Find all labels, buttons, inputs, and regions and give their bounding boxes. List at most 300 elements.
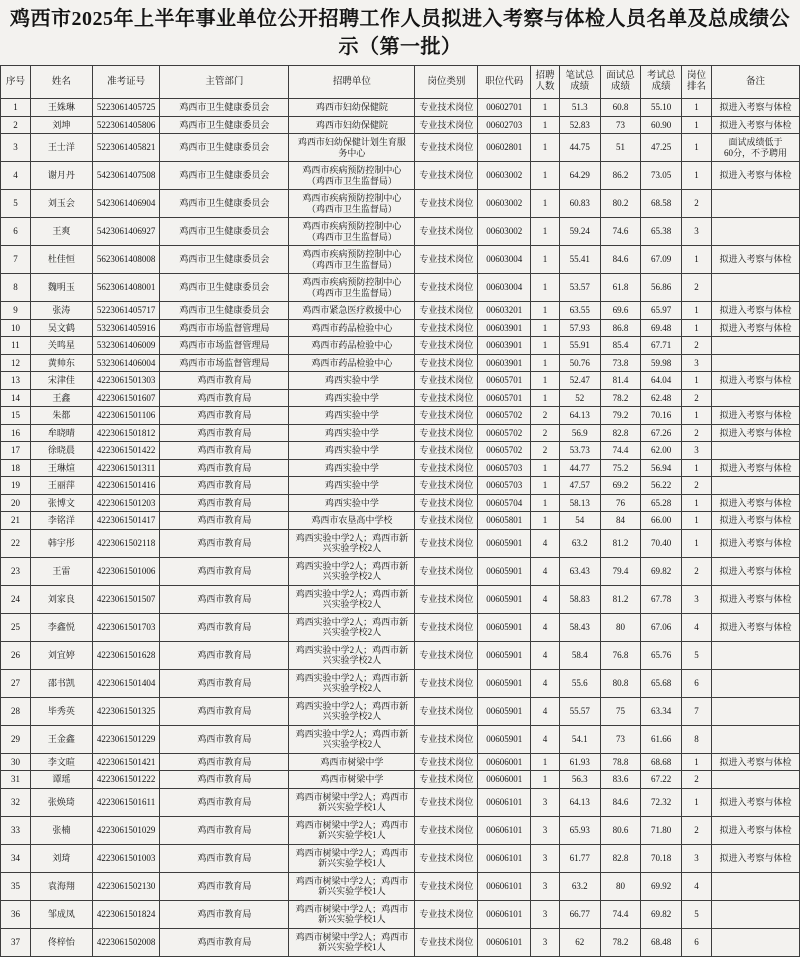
cell-interview_score: 86.8 <box>600 319 641 337</box>
cell-name: 张涛 <box>30 302 92 320</box>
cell-remark <box>712 725 800 753</box>
table-row <box>1 585 800 613</box>
cell-employer: 鸡西实验中学2人；鸡西市新 兴实验学校2人 <box>289 585 415 613</box>
cell-interview_score: 78.2 <box>600 389 641 407</box>
cell-exam_id: 5223061405725 <box>92 99 160 117</box>
cell-name: 佟梓怡 <box>30 928 92 956</box>
cell-rank: 1 <box>682 459 712 477</box>
cell-written_score: 54 <box>559 512 600 530</box>
cell-interview_score: 79.4 <box>600 557 641 585</box>
cell-position_code: 00603901 <box>478 354 531 372</box>
cell-total_score: 67.26 <box>641 424 682 442</box>
table-row <box>1 99 800 117</box>
cell-remark: 拟进入考察与体检 <box>712 372 800 390</box>
cell-employer: 鸡西市妇幼保健计划生育服 务中心 <box>289 134 415 162</box>
cell-department: 鸡西市卫生健康委员会 <box>160 162 289 190</box>
cell-openings: 4 <box>531 725 560 753</box>
cell-employer: 鸡西市树梁中学2人；鸡西市 新兴实验学校1人 <box>289 816 415 844</box>
cell-interview_score: 78.2 <box>600 928 641 956</box>
cell-openings: 1 <box>531 162 560 190</box>
cell-total_score: 67.78 <box>641 585 682 613</box>
cell-department: 鸡西市教育局 <box>160 844 289 872</box>
cell-rank: 2 <box>682 771 712 789</box>
cell-employer: 鸡西实验中学2人；鸡西市新 兴实验学校2人 <box>289 697 415 725</box>
cell-department: 鸡西市教育局 <box>160 697 289 725</box>
cell-total_score: 56.22 <box>641 477 682 495</box>
cell-interview_score: 73 <box>600 725 641 753</box>
table-row <box>1 512 800 530</box>
cell-rank: 2 <box>682 477 712 495</box>
cell-department: 鸡西市教育局 <box>160 669 289 697</box>
cell-exam_id: 4223061501222 <box>92 771 160 789</box>
cell-name: 王丽萍 <box>30 477 92 495</box>
cell-index: 34 <box>1 844 31 872</box>
cell-total_score: 65.28 <box>641 494 682 512</box>
cell-category: 专业技术岗位 <box>415 771 478 789</box>
cell-department: 鸡西市卫生健康委员会 <box>160 116 289 134</box>
cell-index: 10 <box>1 319 31 337</box>
cell-written_score: 66.77 <box>559 900 600 928</box>
cell-remark: 拟进入考察与体检 <box>712 162 800 190</box>
table-row <box>1 274 800 302</box>
cell-written_score: 58.4 <box>559 641 600 669</box>
cell-exam_id: 5423061407508 <box>92 162 160 190</box>
cell-index: 35 <box>1 872 31 900</box>
cell-interview_score: 74.6 <box>600 218 641 246</box>
cell-total_score: 68.48 <box>641 928 682 956</box>
column-header-index: 序号 <box>1 66 31 99</box>
cell-total_score: 62.48 <box>641 389 682 407</box>
cell-category: 专业技术岗位 <box>415 354 478 372</box>
cell-department: 鸡西市教育局 <box>160 613 289 641</box>
cell-rank: 4 <box>682 613 712 641</box>
cell-employer: 鸡西市妇幼保健院 <box>289 99 415 117</box>
table-row <box>1 872 800 900</box>
cell-total_score: 59.98 <box>641 354 682 372</box>
cell-name: 袁海翔 <box>30 872 92 900</box>
table-row <box>1 407 800 425</box>
cell-department: 鸡西市卫生健康委员会 <box>160 99 289 117</box>
cell-employer: 鸡西市妇幼保健院 <box>289 116 415 134</box>
cell-interview_score: 60.8 <box>600 99 641 117</box>
cell-position_code: 00606101 <box>478 816 531 844</box>
column-header-name: 姓名 <box>30 66 92 99</box>
cell-position_code: 00605701 <box>478 372 531 390</box>
cell-total_score: 67.06 <box>641 613 682 641</box>
table-row <box>1 424 800 442</box>
cell-exam_id: 4223061501611 <box>92 788 160 816</box>
cell-name: 王琳煊 <box>30 459 92 477</box>
cell-rank: 1 <box>682 162 712 190</box>
cell-name: 王雷 <box>30 557 92 585</box>
cell-department: 鸡西市教育局 <box>160 872 289 900</box>
cell-exam_id: 4223061501303 <box>92 372 160 390</box>
cell-index: 26 <box>1 641 31 669</box>
cell-category: 专业技术岗位 <box>415 900 478 928</box>
cell-remark: 拟进入考察与体检 <box>712 753 800 771</box>
cell-category: 专业技术岗位 <box>415 725 478 753</box>
cell-exam_id: 4223061501003 <box>92 844 160 872</box>
cell-index: 24 <box>1 585 31 613</box>
cell-total_score: 71.80 <box>641 816 682 844</box>
cell-department: 鸡西市卫生健康委员会 <box>160 134 289 162</box>
cell-exam_id: 4223061501607 <box>92 389 160 407</box>
cell-name: 牟晓晴 <box>30 424 92 442</box>
cell-rank: 8 <box>682 725 712 753</box>
cell-openings: 4 <box>531 641 560 669</box>
cell-position_code: 00605901 <box>478 697 531 725</box>
cell-exam_id: 5323061406004 <box>92 354 160 372</box>
cell-rank: 1 <box>682 302 712 320</box>
cell-category: 专业技术岗位 <box>415 190 478 218</box>
cell-openings: 1 <box>531 494 560 512</box>
cell-openings: 1 <box>531 771 560 789</box>
cell-index: 23 <box>1 557 31 585</box>
cell-rank: 1 <box>682 529 712 557</box>
cell-total_score: 73.05 <box>641 162 682 190</box>
cell-rank: 1 <box>682 407 712 425</box>
cell-rank: 2 <box>682 190 712 218</box>
cell-remark <box>712 872 800 900</box>
cell-openings: 1 <box>531 246 560 274</box>
column-header-exam_id: 准考证号 <box>92 66 160 99</box>
cell-rank: 4 <box>682 872 712 900</box>
cell-rank: 3 <box>682 442 712 460</box>
cell-interview_score: 82.8 <box>600 424 641 442</box>
cell-exam_id: 4223061501703 <box>92 613 160 641</box>
cell-category: 专业技术岗位 <box>415 844 478 872</box>
cell-written_score: 64.29 <box>559 162 600 190</box>
cell-exam_id: 4223061501812 <box>92 424 160 442</box>
cell-interview_score: 76 <box>600 494 641 512</box>
cell-department: 鸡西市教育局 <box>160 725 289 753</box>
cell-department: 鸡西市卫生健康委员会 <box>160 246 289 274</box>
table-row <box>1 900 800 928</box>
cell-name: 王鑫 <box>30 389 92 407</box>
table-row <box>1 302 800 320</box>
cell-position_code: 00605901 <box>478 725 531 753</box>
cell-rank: 1 <box>682 134 712 162</box>
cell-position_code: 00606101 <box>478 900 531 928</box>
cell-name: 王爽 <box>30 218 92 246</box>
cell-position_code: 00606101 <box>478 872 531 900</box>
cell-remark: 拟进入考察与体检 <box>712 529 800 557</box>
cell-department: 鸡西市教育局 <box>160 771 289 789</box>
cell-index: 27 <box>1 669 31 697</box>
cell-department: 鸡西市教育局 <box>160 788 289 816</box>
cell-name: 吴文鹤 <box>30 319 92 337</box>
cell-category: 专业技术岗位 <box>415 274 478 302</box>
table-row <box>1 641 800 669</box>
cell-position_code: 00605703 <box>478 477 531 495</box>
cell-exam_id: 4223061501628 <box>92 641 160 669</box>
column-header-position_code: 职位代码 <box>478 66 531 99</box>
cell-interview_score: 84.6 <box>600 788 641 816</box>
cell-openings: 1 <box>531 116 560 134</box>
cell-position_code: 00602701 <box>478 99 531 117</box>
cell-exam_id: 5223061405806 <box>92 116 160 134</box>
cell-rank: 2 <box>682 424 712 442</box>
cell-interview_score: 80 <box>600 872 641 900</box>
cell-rank: 6 <box>682 669 712 697</box>
cell-exam_id: 4223061501325 <box>92 697 160 725</box>
cell-position_code: 00605702 <box>478 442 531 460</box>
cell-employer: 鸡西市疾病预防控制中心 （鸡西市卫生监督局） <box>289 190 415 218</box>
cell-position_code: 00606101 <box>478 844 531 872</box>
cell-interview_score: 81.2 <box>600 529 641 557</box>
cell-interview_score: 74.4 <box>600 442 641 460</box>
cell-openings: 3 <box>531 872 560 900</box>
cell-rank: 1 <box>682 116 712 134</box>
column-header-employer: 招聘单位 <box>289 66 415 99</box>
column-header-rank: 岗位 排名 <box>682 66 712 99</box>
cell-employer: 鸡西市树梁中学2人；鸡西市 新兴实验学校1人 <box>289 844 415 872</box>
cell-rank: 2 <box>682 557 712 585</box>
cell-remark: 拟进入考察与体检 <box>712 512 800 530</box>
cell-openings: 2 <box>531 442 560 460</box>
cell-interview_score: 69.2 <box>600 477 641 495</box>
cell-index: 1 <box>1 99 31 117</box>
cell-written_score: 56.3 <box>559 771 600 789</box>
cell-total_score: 69.48 <box>641 319 682 337</box>
cell-exam_id: 4223061502130 <box>92 872 160 900</box>
cell-remark <box>712 218 800 246</box>
cell-exam_id: 5623061408001 <box>92 274 160 302</box>
cell-exam_id: 4223061502118 <box>92 529 160 557</box>
cell-employer: 鸡西实验中学2人；鸡西市新 兴实验学校2人 <box>289 641 415 669</box>
cell-index: 11 <box>1 337 31 355</box>
cell-category: 专业技术岗位 <box>415 372 478 390</box>
cell-category: 专业技术岗位 <box>415 697 478 725</box>
cell-index: 33 <box>1 816 31 844</box>
cell-total_score: 56.86 <box>641 274 682 302</box>
cell-written_score: 54.1 <box>559 725 600 753</box>
cell-remark <box>712 442 800 460</box>
cell-written_score: 50.76 <box>559 354 600 372</box>
cell-total_score: 65.68 <box>641 669 682 697</box>
cell-position_code: 00603201 <box>478 302 531 320</box>
cell-interview_score: 81.4 <box>600 372 641 390</box>
cell-index: 17 <box>1 442 31 460</box>
cell-index: 30 <box>1 753 31 771</box>
cell-position_code: 00605702 <box>478 407 531 425</box>
cell-name: 李鑫悦 <box>30 613 92 641</box>
cell-interview_score: 73.8 <box>600 354 641 372</box>
cell-employer: 鸡西实验中学 <box>289 389 415 407</box>
table-row <box>1 442 800 460</box>
cell-total_score: 68.68 <box>641 753 682 771</box>
cell-category: 专业技术岗位 <box>415 494 478 512</box>
cell-name: 王姝琳 <box>30 99 92 117</box>
cell-position_code: 00603002 <box>478 162 531 190</box>
cell-employer: 鸡西实验中学2人；鸡西市新 兴实验学校2人 <box>289 557 415 585</box>
cell-category: 专业技术岗位 <box>415 442 478 460</box>
cell-remark: 拟进入考察与体检 <box>712 459 800 477</box>
cell-name: 王士洋 <box>30 134 92 162</box>
cell-category: 专业技术岗位 <box>415 116 478 134</box>
column-header-remark: 备注 <box>712 66 800 99</box>
cell-category: 专业技术岗位 <box>415 753 478 771</box>
cell-remark <box>712 641 800 669</box>
table-row <box>1 372 800 390</box>
cell-name: 黄帅东 <box>30 354 92 372</box>
column-header-interview_score: 面试总 成绩 <box>600 66 641 99</box>
cell-index: 6 <box>1 218 31 246</box>
cell-index: 15 <box>1 407 31 425</box>
table-row <box>1 529 800 557</box>
cell-remark: 拟进入考察与体检 <box>712 99 800 117</box>
cell-remark <box>712 697 800 725</box>
cell-openings: 4 <box>531 697 560 725</box>
cell-openings: 1 <box>531 337 560 355</box>
cell-department: 鸡西市教育局 <box>160 407 289 425</box>
cell-interview_score: 84 <box>600 512 641 530</box>
cell-remark: 拟进入考察与体检 <box>712 844 800 872</box>
cell-department: 鸡西市市场监督管理局 <box>160 354 289 372</box>
page-title: 鸡西市2025年上半年事业单位公开招聘工作人员拟进入考察与体检人员名单及总成绩公示（第一批） <box>10 8 790 58</box>
cell-openings: 3 <box>531 900 560 928</box>
table-row <box>1 753 800 771</box>
cell-remark <box>712 928 800 956</box>
cell-category: 专业技术岗位 <box>415 337 478 355</box>
table-row <box>1 613 800 641</box>
cell-total_score: 66.00 <box>641 512 682 530</box>
cell-category: 专业技术岗位 <box>415 613 478 641</box>
cell-position_code: 00603004 <box>478 246 531 274</box>
cell-index: 19 <box>1 477 31 495</box>
cell-employer: 鸡西实验中学2人；鸡西市新 兴实验学校2人 <box>289 725 415 753</box>
cell-department: 鸡西市市场监督管理局 <box>160 319 289 337</box>
cell-interview_score: 85.4 <box>600 337 641 355</box>
cell-exam_id: 4223061501311 <box>92 459 160 477</box>
cell-written_score: 63.43 <box>559 557 600 585</box>
cell-exam_id: 5223061405821 <box>92 134 160 162</box>
table-row <box>1 771 800 789</box>
cell-index: 2 <box>1 116 31 134</box>
cell-department: 鸡西市市场监督管理局 <box>160 337 289 355</box>
cell-total_score: 70.18 <box>641 844 682 872</box>
cell-rank: 3 <box>682 354 712 372</box>
table-row <box>1 218 800 246</box>
cell-category: 专业技术岗位 <box>415 529 478 557</box>
cell-remark: 拟进入考察与体检 <box>712 816 800 844</box>
cell-openings: 1 <box>531 389 560 407</box>
cell-name: 杜佳恒 <box>30 246 92 274</box>
cell-department: 鸡西市卫生健康委员会 <box>160 218 289 246</box>
cell-total_score: 65.76 <box>641 641 682 669</box>
cell-exam_id: 5323061405916 <box>92 319 160 337</box>
cell-written_score: 61.77 <box>559 844 600 872</box>
cell-employer: 鸡西实验中学 <box>289 372 415 390</box>
table-row <box>1 557 800 585</box>
cell-rank: 6 <box>682 928 712 956</box>
cell-openings: 1 <box>531 134 560 162</box>
cell-total_score: 61.66 <box>641 725 682 753</box>
cell-department: 鸡西市教育局 <box>160 753 289 771</box>
cell-remark <box>712 190 800 218</box>
cell-exam_id: 4223061501417 <box>92 512 160 530</box>
cell-openings: 4 <box>531 529 560 557</box>
cell-exam_id: 4223061501421 <box>92 753 160 771</box>
cell-exam_id: 4223061501824 <box>92 900 160 928</box>
cell-name: 毕秀英 <box>30 697 92 725</box>
cell-employer: 鸡西市紧急医疗救援中心 <box>289 302 415 320</box>
cell-rank: 2 <box>682 337 712 355</box>
cell-rank: 5 <box>682 900 712 928</box>
table-row <box>1 928 800 956</box>
cell-remark <box>712 389 800 407</box>
cell-employer: 鸡西市疾病预防控制中心 （鸡西市卫生监督局） <box>289 274 415 302</box>
cell-interview_score: 51 <box>600 134 641 162</box>
cell-openings: 3 <box>531 788 560 816</box>
cell-written_score: 53.57 <box>559 274 600 302</box>
cell-exam_id: 4223061501416 <box>92 477 160 495</box>
cell-department: 鸡西市教育局 <box>160 389 289 407</box>
cell-written_score: 60.83 <box>559 190 600 218</box>
cell-name: 魏明玉 <box>30 274 92 302</box>
cell-employer: 鸡西实验中学2人；鸡西市新 兴实验学校2人 <box>289 613 415 641</box>
cell-rank: 1 <box>682 512 712 530</box>
column-header-openings: 招聘 人数 <box>531 66 560 99</box>
cell-category: 专业技术岗位 <box>415 319 478 337</box>
cell-written_score: 55.6 <box>559 669 600 697</box>
cell-openings: 1 <box>531 354 560 372</box>
cell-openings: 1 <box>531 190 560 218</box>
cell-index: 37 <box>1 928 31 956</box>
cell-written_score: 61.93 <box>559 753 600 771</box>
cell-remark: 拟进入考察与体检 <box>712 788 800 816</box>
cell-index: 22 <box>1 529 31 557</box>
cell-written_score: 56.9 <box>559 424 600 442</box>
cell-openings: 3 <box>531 844 560 872</box>
cell-position_code: 00603002 <box>478 190 531 218</box>
cell-position_code: 00602703 <box>478 116 531 134</box>
cell-category: 专业技术岗位 <box>415 641 478 669</box>
cell-position_code: 00606101 <box>478 928 531 956</box>
cell-total_score: 60.90 <box>641 116 682 134</box>
cell-position_code: 00605801 <box>478 512 531 530</box>
cell-interview_score: 61.8 <box>600 274 641 302</box>
cell-openings: 1 <box>531 512 560 530</box>
cell-position_code: 00605704 <box>478 494 531 512</box>
cell-employer: 鸡西实验中学2人；鸡西市新 兴实验学校2人 <box>289 529 415 557</box>
cell-position_code: 00603901 <box>478 319 531 337</box>
cell-total_score: 55.10 <box>641 99 682 117</box>
table-header <box>1 66 800 99</box>
cell-written_score: 58.83 <box>559 585 600 613</box>
cell-remark <box>712 771 800 789</box>
cell-interview_score: 81.2 <box>600 585 641 613</box>
cell-openings: 1 <box>531 99 560 117</box>
cell-name: 张博文 <box>30 494 92 512</box>
cell-name: 谢月丹 <box>30 162 92 190</box>
cell-openings: 1 <box>531 274 560 302</box>
cell-employer: 鸡西实验中学 <box>289 494 415 512</box>
cell-rank: 1 <box>682 372 712 390</box>
cell-written_score: 63.2 <box>559 529 600 557</box>
cell-interview_score: 80 <box>600 613 641 641</box>
cell-exam_id: 5423061406927 <box>92 218 160 246</box>
cell-exam_id: 5623061408008 <box>92 246 160 274</box>
table-row <box>1 477 800 495</box>
results-table <box>0 65 800 957</box>
cell-rank: 1 <box>682 788 712 816</box>
cell-interview_score: 84.6 <box>600 246 641 274</box>
cell-rank: 5 <box>682 641 712 669</box>
cell-name: 谭瑶 <box>30 771 92 789</box>
cell-total_score: 70.40 <box>641 529 682 557</box>
cell-written_score: 58.43 <box>559 613 600 641</box>
